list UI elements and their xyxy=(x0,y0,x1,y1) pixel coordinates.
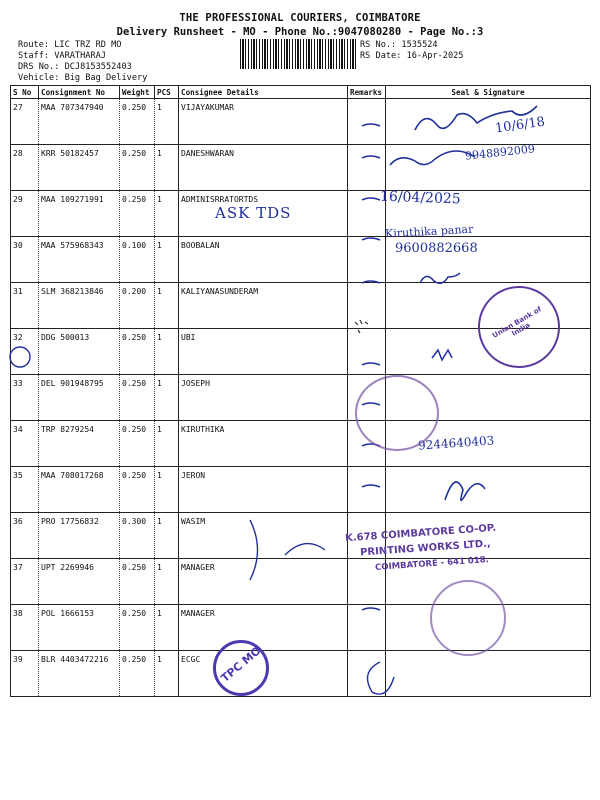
round-stamp-row34 xyxy=(355,375,439,451)
row30-handwritten-phone: 9600882668 xyxy=(395,241,478,256)
row-pcs: 1 xyxy=(155,191,179,237)
col-pcs-header: PCS xyxy=(155,86,179,99)
row-pcs: 1 xyxy=(155,283,179,329)
signature-row37 xyxy=(250,520,325,580)
remark-tick xyxy=(362,156,380,158)
row-consignment-no: MAA 707347940 xyxy=(39,99,120,145)
col-remarks-header: Remarks xyxy=(348,86,386,99)
remark-tick xyxy=(362,124,380,126)
col-consignment-header: Consignment No xyxy=(39,86,120,99)
row-consignment-no: MAA 708017268 xyxy=(39,467,120,513)
row29-handwritten-date: 16/04/2025 xyxy=(379,188,461,208)
signature-bottom xyxy=(368,662,395,694)
row-weight: 0.300 xyxy=(120,513,155,559)
row-consignee: MANAGER xyxy=(179,605,348,651)
remark-tick xyxy=(362,198,380,200)
row-sno: 32 xyxy=(11,329,39,375)
row-consignment-no: MAA 575968343 xyxy=(39,237,120,283)
row-sno: 31 xyxy=(11,283,39,329)
row-weight: 0.250 xyxy=(120,329,155,375)
row-weight: 0.250 xyxy=(120,467,155,513)
row-consignee: BOOBALAN xyxy=(179,237,348,283)
row-sno: 39 xyxy=(11,651,39,697)
row-consignee: KIRUTHIKA xyxy=(179,421,348,467)
remark-tick xyxy=(362,485,380,487)
rs-date: RS Date: 16-Apr-2025 xyxy=(360,51,464,61)
row-pcs: 1 xyxy=(155,467,179,513)
row-pcs: 1 xyxy=(155,237,179,283)
row-pcs: 1 xyxy=(155,375,179,421)
row-consignee: WASIM xyxy=(179,513,348,559)
row-consignee: ECGC xyxy=(179,651,348,697)
row-weight: 0.250 xyxy=(120,375,155,421)
row-consignment-no: UPT 2269946 xyxy=(39,559,120,605)
row30-handwritten-name: Kiruthika panar xyxy=(384,222,474,241)
row-consignee: KALIYANASUNDERAM xyxy=(179,283,348,329)
tpc-mo-stamp-text: TPC MO xyxy=(218,644,264,685)
row33-circle-mark xyxy=(10,347,30,367)
drs-number: DRS No.: DCJ8153552403 xyxy=(18,62,132,72)
row-consignment-no: MAA 109271991 xyxy=(39,191,120,237)
row28-handwritten-phone: 9948892009 xyxy=(464,142,536,163)
row-consignment-no: PRO 17756832 xyxy=(39,513,120,559)
row-weight: 0.250 xyxy=(120,99,155,145)
tpc-mo-stamp xyxy=(213,640,269,696)
union-bank-stamp-text: Union Bank of India xyxy=(491,305,543,340)
col-sno-header: S No xyxy=(11,86,39,99)
printing-stamp-line3: COIMBATORE - 641 018. xyxy=(374,555,490,573)
row-pcs: 1 xyxy=(155,513,179,559)
row-sno: 35 xyxy=(11,467,39,513)
printing-stamp-line2: PRINTING WORKS LTD., xyxy=(359,538,492,559)
col-consignee-header: Consignee Details xyxy=(179,86,348,99)
row-consignee: JERON xyxy=(179,467,348,513)
signature-row28 xyxy=(390,151,475,165)
row-consignment-no: DEL 901948795 xyxy=(39,375,120,421)
union-bank-stamp xyxy=(478,286,560,368)
row-consignment-no: DDG 500013 xyxy=(39,329,120,375)
row-sno: 33 xyxy=(11,375,39,421)
row-sno: 36 xyxy=(11,513,39,559)
row-weight: 0.250 xyxy=(120,191,155,237)
printing-stamp-line1: K.678 COIMBATORE CO-OP. xyxy=(344,522,497,545)
row27-handwritten: 10/6/18 xyxy=(494,114,546,137)
remark-tick xyxy=(362,238,380,240)
speckle-mark xyxy=(355,320,368,333)
row-consignment-no: KRR 50182457 xyxy=(39,145,120,191)
row-sno: 37 xyxy=(11,559,39,605)
row-consignee: VIJAYAKUMAR xyxy=(179,99,348,145)
row-weight: 0.100 xyxy=(120,237,155,283)
remark-tick xyxy=(362,608,380,610)
col-weight-header: Weight xyxy=(120,86,155,99)
row-weight: 0.250 xyxy=(120,145,155,191)
staff-label: Staff: VARATHARAJ xyxy=(18,51,106,61)
rs-number: RS No.: 1535524 xyxy=(360,40,438,50)
row-weight: 0.250 xyxy=(120,651,155,697)
signature-row36 xyxy=(445,482,485,501)
signature-row33 xyxy=(432,350,452,360)
row-pcs: 1 xyxy=(155,99,179,145)
row-sno: 38 xyxy=(11,605,39,651)
row-weight: 0.200 xyxy=(120,283,155,329)
row35-handwritten-phone: 9244640403 xyxy=(417,433,495,453)
row-consignee: UBI xyxy=(179,329,348,375)
row-consignment-no: POL 1666153 xyxy=(39,605,120,651)
row-sno: 30 xyxy=(11,237,39,283)
row-consignee: JOSEPH xyxy=(179,375,348,421)
row-sno: 29 xyxy=(11,191,39,237)
row-pcs: 1 xyxy=(155,651,179,697)
remark-tick xyxy=(362,281,380,283)
row-pcs: 1 xyxy=(155,605,179,651)
round-stamp-row39 xyxy=(430,580,506,656)
row-consignment-no: TRP 8279254 xyxy=(39,421,120,467)
row-pcs: 1 xyxy=(155,559,179,605)
row-consignee: ADMINISRRATORTDS xyxy=(179,191,348,237)
row-consignment-no: SLM 368213846 xyxy=(39,283,120,329)
row-weight: 0.250 xyxy=(120,605,155,651)
row-sno: 34 xyxy=(11,421,39,467)
row-sno: 28 xyxy=(11,145,39,191)
row-consignment-no: BLR 4403472216 xyxy=(39,651,120,697)
vehicle-label: Vehicle: Big Bag Delivery xyxy=(18,73,148,83)
remark-tick xyxy=(362,363,380,365)
runsheet-subtitle: Delivery Runsheet - MO - Phone No.:9047080280 - Page No.:3 xyxy=(116,26,484,38)
row-weight: 0.250 xyxy=(120,421,155,467)
row-sno: 27 xyxy=(11,99,39,145)
row-consignee: DANESHWARAN xyxy=(179,145,348,191)
signature-row31 xyxy=(420,273,460,283)
ask-tds-note: ASK TDS xyxy=(215,204,292,222)
row-consignee: MANAGER xyxy=(179,559,348,605)
row-pcs: 1 xyxy=(155,421,179,467)
row-pcs: 1 xyxy=(155,145,179,191)
col-signature-header: Seal & Signature xyxy=(386,86,591,99)
row-pcs: 1 xyxy=(155,329,179,375)
company-title: THE PROFESSIONAL COURIERS, COIMBATORE xyxy=(179,12,421,24)
row-weight: 0.250 xyxy=(120,559,155,605)
route-label: Route: LIC TRZ RD MO xyxy=(18,40,122,50)
